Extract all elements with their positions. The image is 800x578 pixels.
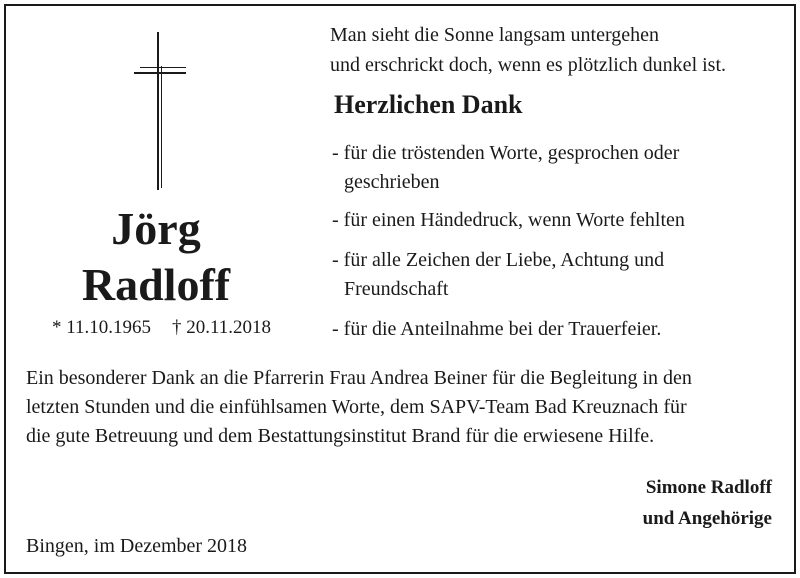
thanks-item-2: - für einen Händedruck, wenn Worte fehlten	[332, 209, 685, 231]
place-and-date: Bingen, im Dezember 2018	[26, 535, 248, 557]
deceased-last-name: Radloff	[81, 259, 231, 310]
special-thanks-line-3: die gute Betreuung und dem Bestattungsinstitut Brand für die erwiesene Hilfe.	[26, 425, 655, 447]
signature	[643, 472, 772, 534]
birth-date: * 11.10.1965	[52, 317, 152, 338]
signature-name: Simone Radloff	[645, 477, 772, 498]
deceased-first-name: Jörg	[111, 203, 201, 254]
thanks-item-4: - für die Anteilnahme bei der Trauerfeier.	[332, 318, 662, 340]
special-thanks-line-2: letzten Stunden und die einfühlsamen Worte, dem SAPV-Team Bad Kreuznach für	[26, 396, 687, 418]
verse-line-2: und erschrickt doch, wenn es plötzlich dunkel ist.	[330, 54, 727, 76]
cross-icon	[132, 32, 188, 192]
obituary-notice	[4, 4, 796, 574]
thanks-item-1: - für die tröstenden Worte, gesprochen oder	[332, 142, 680, 164]
thanks-item-1-continued: geschrieben	[344, 171, 440, 193]
special-thanks-paragraph	[26, 364, 692, 451]
thanks-item-3-continued: Freundschaft	[344, 278, 449, 300]
verse-line-1: Man sieht die Sonne langsam untergehen	[330, 24, 660, 46]
thanks-item-3: - für alle Zeichen der Liebe, Achtung und	[332, 249, 665, 271]
death-date: † 20.11.2018	[172, 317, 272, 338]
special-thanks-line-1: Ein besonderer Dank an die Pfarrerin Frau Andrea Beiner für die Begleitung in den	[26, 367, 692, 389]
thanks-heading: Herzlichen Dank	[334, 90, 523, 119]
signature-family: und Angehörige	[642, 508, 772, 529]
